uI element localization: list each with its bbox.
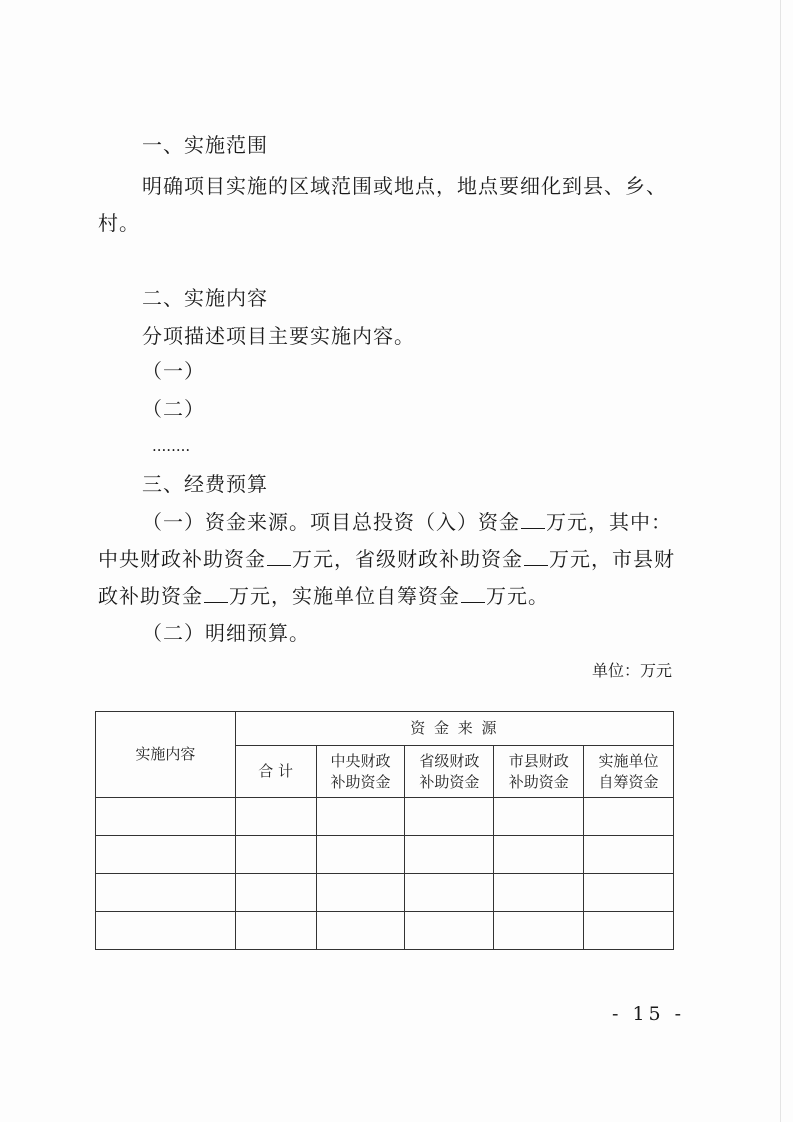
budget-source-text-f: 政补助资金 xyxy=(98,584,203,608)
section-heading-content: 二、实施内容 xyxy=(142,286,268,310)
header-central-cell xyxy=(316,746,405,798)
header-city-line-2: 补助资金 xyxy=(508,772,569,791)
table-cell[interactable] xyxy=(235,798,316,836)
header-funding-source-label: 资 金 来 源 xyxy=(410,719,499,737)
header-self-cell xyxy=(584,746,674,798)
table-cell[interactable] xyxy=(96,798,236,836)
table-cell[interactable] xyxy=(235,874,316,912)
scan-edge-line xyxy=(780,0,781,1122)
content-paragraph: 分项描述项目主要实施内容。 xyxy=(142,324,415,348)
page-number: - 15 - xyxy=(612,1003,686,1025)
budget-source-text-b: 万元，其中： xyxy=(546,510,672,534)
content-ellipsis: ........ xyxy=(152,437,191,455)
budget-detail-heading: （二）明细预算。 xyxy=(142,621,310,645)
header-total-cell xyxy=(235,746,316,798)
table-cell[interactable] xyxy=(96,836,236,874)
budget-source-text-e: 万元，市县财 xyxy=(549,547,675,571)
table-cell[interactable] xyxy=(494,874,584,912)
budget-source-line-2 xyxy=(98,545,675,573)
section-heading-scope: 一、实施范围 xyxy=(142,133,268,157)
header-content-cell xyxy=(96,712,236,798)
table-cell[interactable] xyxy=(316,874,405,912)
blank-provincial-amount[interactable] xyxy=(524,545,548,566)
scope-paragraph-line-1: 明确项目实施的区域范围或地点，地点要细化到县、乡、 xyxy=(142,174,667,198)
blank-self-amount[interactable] xyxy=(461,582,485,603)
header-total-label: 合 计 xyxy=(258,762,294,780)
header-provincial-line-1: 省级财政 xyxy=(419,751,480,770)
table-cell[interactable] xyxy=(235,912,316,950)
table-header-row-1 xyxy=(96,712,674,746)
table-cell[interactable] xyxy=(235,836,316,874)
table-cell[interactable] xyxy=(96,912,236,950)
table-cell[interactable] xyxy=(494,836,584,874)
header-content-label: 实施内容 xyxy=(135,745,196,763)
budget-source-text-g: 万元，实施单位自筹资金 xyxy=(229,584,460,608)
budget-source-line-1 xyxy=(142,508,672,536)
table-cell[interactable] xyxy=(405,912,494,950)
header-provincial-cell xyxy=(405,746,494,798)
table-row xyxy=(96,836,674,874)
content-item-2: （二） xyxy=(142,397,205,421)
header-self-line-1: 实施单位 xyxy=(598,751,659,770)
budget-source-text-c: 中央财政补助资金 xyxy=(98,547,266,571)
table-row xyxy=(96,798,674,836)
budget-table xyxy=(95,711,674,950)
table-cell[interactable] xyxy=(405,798,494,836)
budget-source-text-a: （一）资金来源。项目总投资（入）资金 xyxy=(142,510,520,534)
table-row xyxy=(96,874,674,912)
header-central-line-1: 中央财政 xyxy=(330,751,391,770)
section-heading-budget: 三、经费预算 xyxy=(142,472,268,496)
table-cell[interactable] xyxy=(584,874,674,912)
header-self-line-2: 自筹资金 xyxy=(598,772,659,791)
table-cell[interactable] xyxy=(584,798,674,836)
blank-central-amount[interactable] xyxy=(267,545,291,566)
header-funding-source-cell xyxy=(235,712,673,746)
table-cell[interactable] xyxy=(96,874,236,912)
table-cell[interactable] xyxy=(584,912,674,950)
header-city-line-1: 市县财政 xyxy=(508,751,569,770)
blank-total-amount[interactable] xyxy=(521,508,545,529)
content-item-1: （一） xyxy=(142,359,205,383)
table-cell[interactable] xyxy=(316,798,405,836)
header-central-line-2: 补助资金 xyxy=(330,772,391,791)
table-cell[interactable] xyxy=(405,836,494,874)
table-cell[interactable] xyxy=(316,912,405,950)
unit-label: 单位：万元 xyxy=(591,661,672,680)
table-row xyxy=(96,912,674,950)
budget-source-line-3 xyxy=(98,582,549,610)
table-cell[interactable] xyxy=(405,874,494,912)
table-cell[interactable] xyxy=(316,836,405,874)
header-provincial-line-2: 补助资金 xyxy=(419,772,480,791)
budget-source-text-d: 万元，省级财政补助资金 xyxy=(292,547,523,571)
table-cell[interactable] xyxy=(584,836,674,874)
scope-paragraph-line-2: 村。 xyxy=(98,211,140,235)
blank-city-amount[interactable] xyxy=(204,582,228,603)
budget-source-text-h: 万元。 xyxy=(486,584,549,608)
table-cell[interactable] xyxy=(494,798,584,836)
header-city-cell xyxy=(494,746,584,798)
table-cell[interactable] xyxy=(494,912,584,950)
